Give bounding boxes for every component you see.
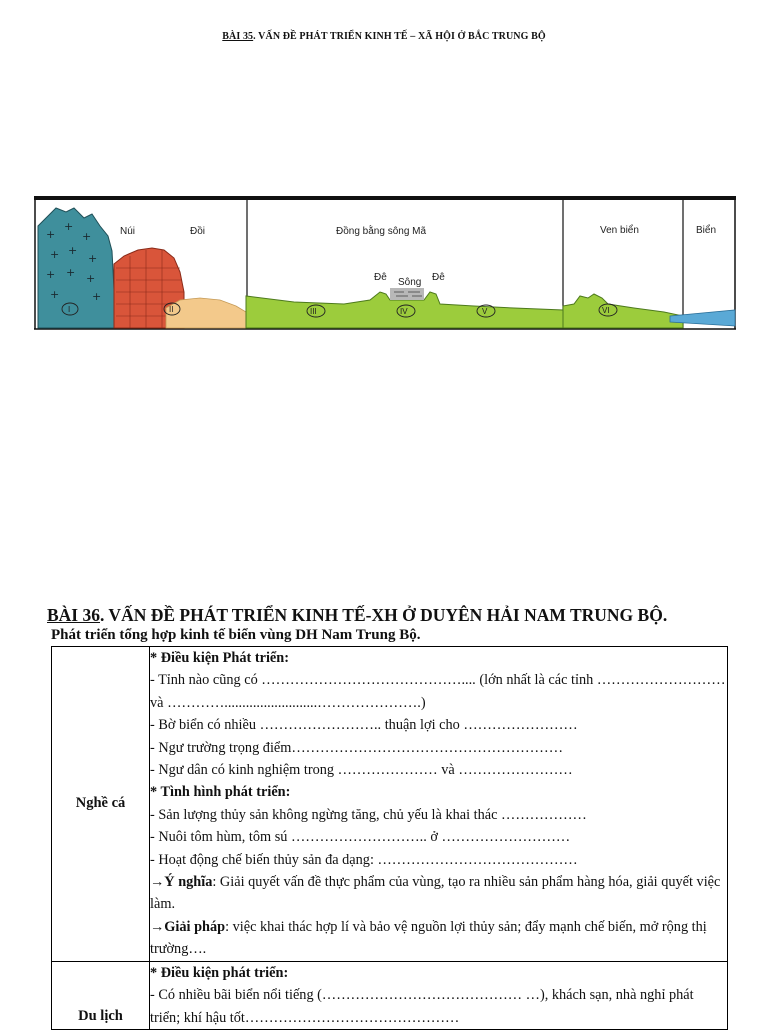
- terrain-cross-section: [34, 196, 736, 330]
- fishing-meaning: [150, 871, 727, 916]
- label-plain: Đồng bằng sông Mã: [336, 226, 427, 237]
- fishing-condition-fishermen: - Ngư dân có kinh nghiệm trong ………………… và ……………………: [150, 762, 573, 779]
- svg-text:+: +: [82, 230, 92, 243]
- label-dike-right: Đê: [432, 272, 445, 283]
- svg-text:+: +: [68, 244, 78, 257]
- svg-text:+: +: [50, 248, 60, 261]
- fishing-conditions-heading: * Điều kiện Phát triển:: [150, 650, 289, 666]
- fishing-meaning-text: : Giải quyết vấn đề thực phẩm của vùng, tạo ra nhiều sản phẩm hàng hóa, giải quyết việc làm.: [150, 874, 721, 913]
- svg-text:+: +: [46, 268, 56, 281]
- sector-fishing: Nghề cá: [52, 647, 150, 962]
- svg-text:+: +: [46, 228, 56, 241]
- label-dike-left: Đê: [374, 272, 387, 283]
- zone-2-label: II: [169, 305, 174, 314]
- fishing-status-farming: - Nuôi tôm hùm, tôm sú ……………………….. ở ………………………: [150, 829, 571, 846]
- svg-text:+: +: [64, 220, 74, 233]
- frame-top-bar: [34, 196, 736, 200]
- fishing-solution: [150, 916, 727, 961]
- label-sea: Biển: [696, 225, 717, 236]
- lesson-35-heading: [0, 31, 768, 42]
- fishing-solution-text: : việc khai thác hợp lí và bảo vệ nguồn lợi thủy sản; đẩy mạnh chế biến, mở rộng thị trường….: [150, 918, 707, 958]
- fishing-solution-label: →Giải pháp: [150, 918, 226, 935]
- tourism-condition-beaches: - Có nhiều bãi biển nổi tiếng (…………………………………… …), khách sạn, nhà nghỉ phát triển; khí hậu tốt………………………………………: [150, 987, 694, 1026]
- lesson-36-subtitle: Phát triển tổng hợp kinh tế biển vùng DH Nam Trung Bộ.: [51, 627, 421, 643]
- coast-shape: [563, 294, 683, 328]
- cross-section-figure: [34, 196, 736, 330]
- tourism-content: [150, 961, 728, 1029]
- tourism-conditions-heading: * Điều kiện phát triển:: [150, 964, 289, 981]
- svg-text:+: +: [86, 272, 96, 285]
- fishing-row: [52, 647, 728, 962]
- fishing-status-output: - Sản lượng thủy sản không ngừng tăng, chủ yếu là khai thác ………………: [150, 806, 587, 823]
- label-hill: Đồi: [190, 226, 206, 237]
- lesson-36-number: BÀI 36: [47, 605, 100, 625]
- svg-text:+: +: [92, 290, 102, 303]
- lesson-35-number: BÀI 35: [222, 31, 254, 42]
- zone-3-label: III: [310, 307, 317, 316]
- fishing-meaning-label: →Ý nghĩa: [150, 874, 213, 891]
- svg-text:+: +: [50, 288, 60, 301]
- fishing-content: [150, 647, 728, 962]
- marine-economy-table: [51, 646, 728, 1030]
- label-coast: Ven biển: [600, 225, 639, 236]
- lesson-36-title: . VẤN ĐỀ PHÁT TRIỂN KINH TẾ-XH Ở DUYÊN HẢI NAM TRUNG BỘ.: [100, 605, 668, 625]
- fishing-condition-grounds: - Ngư trường trọng điểm…………………………………………………: [150, 739, 564, 756]
- zone-4-label: IV: [400, 307, 408, 316]
- fishing-status-heading: * Tình hình phát triển:: [150, 784, 291, 801]
- svg-text:+: +: [88, 252, 98, 265]
- label-mountain: Núi: [120, 226, 136, 237]
- sector-tourism: Du lịch: [52, 961, 150, 1029]
- zone-6-label: VI: [602, 306, 610, 315]
- tourism-row: [52, 961, 728, 1029]
- fishing-condition-provinces: - Tỉnh nào cũng có …………………………………….... (lớn nhất là các tỉnh ……………………… và …………..........................………………….): [150, 672, 726, 711]
- fishing-status-processing: - Hoạt động chế biến thủy sản đa dạng: ……………………………………: [150, 851, 578, 868]
- svg-text:+: +: [66, 266, 76, 279]
- fishing-condition-coast: - Bờ biển có nhiều …………………….. thuận lợi cho ……………………: [150, 717, 578, 734]
- label-river: Sông: [398, 277, 422, 288]
- zone-5-label: V: [482, 307, 488, 316]
- lesson-36-heading: [47, 605, 667, 626]
- river-shape: [390, 288, 424, 300]
- zone-1-label: I: [68, 305, 71, 314]
- lesson-35-title: . VẤN ĐỀ PHÁT TRIỂN KINH TẾ – XÃ HỘI Ở BẮC TRUNG BỘ: [253, 31, 546, 42]
